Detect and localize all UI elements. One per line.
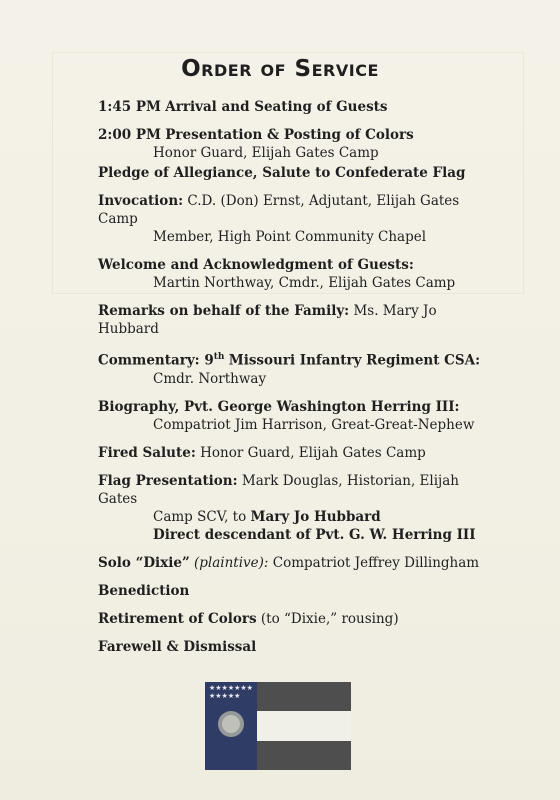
item-label: Benediction xyxy=(98,582,190,599)
list-item xyxy=(98,164,498,182)
item-time: 2:00 PM xyxy=(98,127,161,143)
item-detail: Martin Northway, Cmdr., Elijah Gates Camp xyxy=(153,275,456,291)
item-label: Farewell & Dismissal xyxy=(98,638,257,655)
svg-text:★★★★★★★: ★★★★★★★ xyxy=(209,684,253,692)
item-time: 1:45 PM xyxy=(98,99,161,115)
item-label: Remarks on behalf of the Family: xyxy=(98,303,350,319)
list-item xyxy=(98,610,498,628)
list-item xyxy=(98,98,498,116)
item-label: Invocation: xyxy=(98,193,184,209)
item-label: Flag Presentation: xyxy=(98,472,238,489)
item-label-rest: Missouri Infantry Regiment CSA: xyxy=(228,352,481,369)
item-label-sup: th xyxy=(213,352,225,362)
list-item xyxy=(98,192,498,246)
flag-icon xyxy=(205,682,351,770)
item-text: Mark Douglas, Historian, Elijah Gates xyxy=(98,472,459,507)
item-label: Arrival and Seating of Guests xyxy=(165,99,388,115)
item-text: Compatriot Jeffrey Dillingham xyxy=(272,554,480,571)
list-item xyxy=(98,256,498,292)
item-text: Honor Guard, Elijah Gates Camp xyxy=(200,444,426,461)
item-text: C.D. (Don) Ernst, Adjutant, Elijah Gates Camp xyxy=(98,193,460,227)
service-list xyxy=(98,98,498,666)
item-detail: Compatriot Jim Harrison, Great-Great-Nephew xyxy=(153,416,475,433)
item-detail: Honor Guard, Elijah Gates Camp xyxy=(153,145,379,161)
item-label: Solo “Dixie” xyxy=(98,554,190,571)
item-detail: Member, High Point Community Chapel xyxy=(153,229,427,245)
item-label: Commentary: 9 xyxy=(98,352,214,369)
item-label: Retirement of Colors xyxy=(98,610,257,627)
svg-text:★★★★★: ★★★★★ xyxy=(209,692,241,700)
list-item xyxy=(98,348,498,388)
item-detail-text: Camp SCV, to xyxy=(153,508,247,525)
item-detail-2: Direct descendant of Pvt. G. W. Herring III xyxy=(153,526,476,543)
item-paren: (plaintive): xyxy=(194,554,269,571)
item-label: Pledge of Allegiance, Salute to Confederate Flag xyxy=(98,165,466,181)
list-item xyxy=(98,582,498,600)
item-label: Welcome and Acknowledgment of Guests: xyxy=(98,257,414,273)
list-item xyxy=(98,638,498,656)
list-item xyxy=(98,302,498,338)
item-label: Fired Salute: xyxy=(98,444,196,461)
list-item xyxy=(98,554,498,572)
item-detail: Cmdr. Northway xyxy=(153,370,267,387)
item-text: Ms. Mary Jo Hubbard xyxy=(98,303,437,337)
item-text: (to “Dixie,” rousing) xyxy=(260,610,399,627)
list-item xyxy=(98,126,498,162)
item-label: Biography, Pvt. George Washington Herring III: xyxy=(98,398,460,415)
item-detail-name: Mary Jo Hubbard xyxy=(250,508,381,525)
list-item xyxy=(98,444,498,462)
page-title: Order of Service xyxy=(181,56,379,82)
item-label: Presentation & Posting of Colors xyxy=(165,127,414,143)
list-item xyxy=(98,472,498,544)
list-item xyxy=(98,398,498,434)
item-detail xyxy=(98,508,498,526)
